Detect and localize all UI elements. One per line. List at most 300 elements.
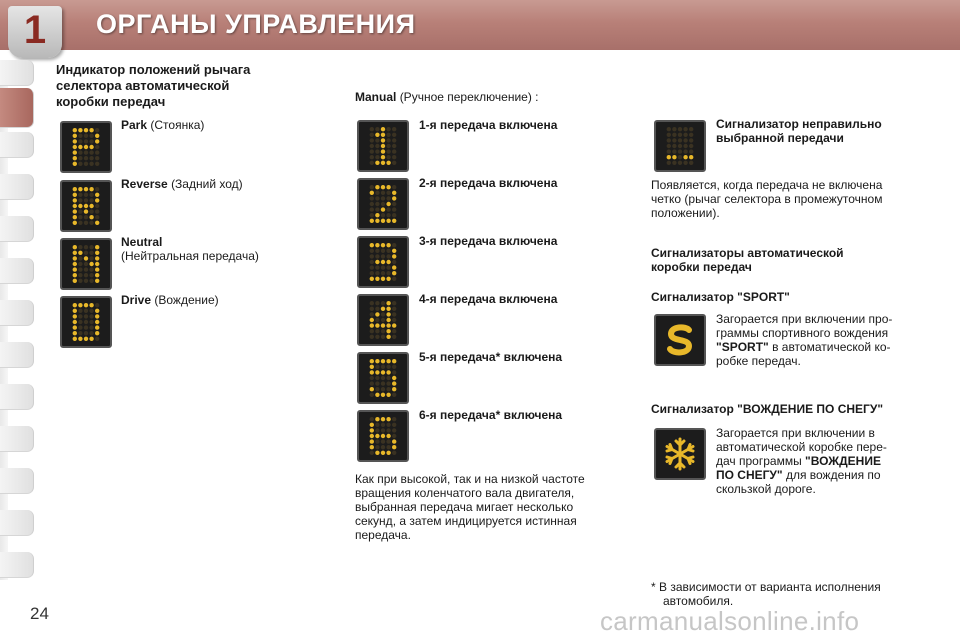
led-dot (95, 209, 99, 213)
led-dot (689, 138, 693, 142)
led-dot (381, 138, 385, 142)
desc-line: Загорается при включении про- (716, 312, 893, 326)
drive-indicator-icon (60, 296, 112, 348)
led-dot (678, 149, 682, 153)
manual-label: Manual (Ручное переключение) : (355, 90, 539, 104)
led-dot (89, 262, 93, 266)
led-dot (672, 161, 676, 165)
led-dot (672, 149, 676, 153)
led-dot (370, 318, 374, 322)
chapter-title: ОРГАНЫ УПРАВЛЕНИЯ (96, 9, 416, 39)
led-dot (89, 245, 93, 249)
led-dot (392, 133, 396, 137)
auto-signals-heading (651, 246, 905, 274)
led-dot (73, 331, 77, 335)
led-dot (84, 187, 88, 191)
neutral-label: Neutral (Нейтральная передача) (121, 235, 259, 263)
led-dot (689, 149, 693, 153)
led-dot (73, 325, 77, 329)
led-dot (678, 127, 682, 131)
led-dot (84, 198, 88, 202)
led-dot (667, 127, 671, 131)
led-dot (78, 303, 82, 307)
led-dot (392, 439, 396, 443)
led-dot (84, 128, 88, 132)
desc-line: ПО СНЕГУ" для вождения по (716, 468, 881, 482)
led-dot (689, 127, 693, 131)
snowflake-icon-glyph (656, 430, 704, 478)
led-dot (84, 221, 88, 225)
led-dot (78, 139, 82, 143)
led-dot (386, 254, 390, 258)
led-dot (89, 221, 93, 225)
side-tab-active[interactable] (0, 88, 34, 128)
led-dot (672, 133, 676, 137)
led-dot (375, 387, 379, 391)
led-dot (683, 155, 687, 159)
led-dot (678, 155, 682, 159)
led-dot (95, 331, 99, 335)
led-dot (370, 271, 374, 275)
desc-line: скользкой дороге. (716, 482, 816, 496)
led-dot (89, 145, 93, 149)
led-dot (95, 314, 99, 318)
led-dot (392, 387, 396, 391)
led-dot (386, 307, 390, 311)
led-dot (370, 191, 374, 195)
led-dot (84, 325, 88, 329)
led-dot (381, 376, 385, 380)
led-dot (78, 215, 82, 219)
led-dot (375, 312, 379, 316)
led-dot (386, 138, 390, 142)
led-dot (375, 301, 379, 305)
led-dot (386, 260, 390, 264)
led-dot (392, 191, 396, 195)
led-dot (78, 256, 82, 260)
led-dot (689, 161, 693, 165)
led-dot (95, 198, 99, 202)
led-dot (672, 155, 676, 159)
side-tab[interactable] (0, 174, 34, 200)
blinking-note (355, 472, 606, 542)
neutral-indicator-icon (60, 238, 112, 290)
led-dot (683, 149, 687, 153)
led-dot (78, 187, 82, 191)
led-dot (375, 451, 379, 455)
led-dot (370, 254, 374, 258)
led-matrix (62, 182, 110, 230)
led-dot (370, 243, 374, 247)
led-dot (370, 323, 374, 327)
led-dot (78, 245, 82, 249)
led-matrix (359, 296, 407, 344)
led-dot (84, 134, 88, 138)
led-dot (375, 161, 379, 165)
led-dot (95, 150, 99, 154)
led-dot (392, 260, 396, 264)
led-matrix (359, 180, 407, 228)
led-dot (672, 127, 676, 131)
led-dot (84, 279, 88, 283)
led-dot (370, 393, 374, 397)
led-dot (392, 393, 396, 397)
led-dot (381, 387, 385, 391)
led-dot (392, 323, 396, 327)
side-tab[interactable] (0, 60, 34, 86)
led-dot (95, 309, 99, 313)
led-dot (672, 144, 676, 148)
led-dot (375, 133, 379, 137)
led-dot (84, 331, 88, 335)
led-dot (392, 318, 396, 322)
led-dot (370, 365, 374, 369)
led-dot (375, 445, 379, 449)
desc-line: робке передач. (716, 354, 801, 368)
led-dot (678, 133, 682, 137)
led-dot (683, 138, 687, 142)
led-dot (386, 219, 390, 223)
led-dot (381, 445, 385, 449)
led-dot (667, 133, 671, 137)
led-dot (678, 138, 682, 142)
led-dot (381, 277, 385, 281)
led-dot (89, 187, 93, 191)
led-dot (375, 393, 379, 397)
led-dot (375, 155, 379, 159)
led-dot (78, 251, 82, 255)
led-dot (84, 145, 88, 149)
led-dot (381, 428, 385, 432)
led-dot (678, 144, 682, 148)
led-dot (381, 155, 385, 159)
led-dot (689, 144, 693, 148)
desc-line: Загорается при включении в (716, 426, 875, 440)
led-matrix (656, 122, 704, 170)
led-dot (381, 249, 385, 253)
led-dot (78, 325, 82, 329)
led-dot (95, 221, 99, 225)
led-dot (370, 213, 374, 217)
led-dot (95, 245, 99, 249)
led-dot (375, 144, 379, 148)
led-dot (667, 144, 671, 148)
led-dot (370, 265, 374, 269)
led-dot (84, 337, 88, 341)
led-dot (375, 318, 379, 322)
led-dot (73, 251, 77, 255)
led-dot (392, 312, 396, 316)
led-dot (392, 329, 396, 333)
led-dot (89, 156, 93, 160)
sport-icon (654, 314, 706, 366)
led-dot (386, 335, 390, 339)
led-dot (73, 150, 77, 154)
led-dot (392, 428, 396, 432)
led-dot (381, 202, 385, 206)
led-dot (78, 273, 82, 277)
led-dot (392, 451, 396, 455)
led-dot (381, 439, 385, 443)
led-dot (381, 329, 385, 333)
gear-6-icon (357, 410, 409, 462)
heading-line: выбранной передачи (716, 131, 844, 145)
led-dot (370, 439, 374, 443)
led-dot (89, 198, 93, 202)
led-dot (386, 445, 390, 449)
led-dot (392, 434, 396, 438)
led-matrix (359, 122, 407, 170)
led-dot (392, 243, 396, 247)
led-dot (95, 325, 99, 329)
led-dot (375, 219, 379, 223)
led-dot (386, 428, 390, 432)
led-dot (392, 376, 396, 380)
led-dot (73, 221, 77, 225)
led-dot (375, 271, 379, 275)
led-dot (683, 144, 687, 148)
led-dot (386, 323, 390, 327)
led-dot (84, 303, 88, 307)
led-dot (375, 254, 379, 258)
led-dot (386, 207, 390, 211)
led-dot (89, 162, 93, 166)
snow-desc (716, 426, 905, 496)
wrong-gear-desc (651, 178, 905, 220)
led-dot (84, 273, 88, 277)
led-dot (386, 271, 390, 275)
led-dot (381, 417, 385, 421)
led-dot (392, 265, 396, 269)
led-dot (84, 156, 88, 160)
led-dot (392, 370, 396, 374)
led-dot (386, 301, 390, 305)
led-dot (386, 277, 390, 281)
led-dot (89, 331, 93, 335)
led-dot (89, 251, 93, 255)
led-dot (375, 365, 379, 369)
led-dot (392, 202, 396, 206)
side-tab[interactable] (0, 132, 34, 158)
led-dot (89, 139, 93, 143)
led-dot (370, 417, 374, 421)
side-tab[interactable] (0, 216, 34, 242)
led-dot (375, 359, 379, 363)
led-dot (386, 144, 390, 148)
led-dot (386, 381, 390, 385)
led-dot (95, 145, 99, 149)
led-dot (375, 149, 379, 153)
led-dot (678, 161, 682, 165)
led-dot (84, 204, 88, 208)
led-dot (84, 245, 88, 249)
led-dot (370, 219, 374, 223)
led-dot (95, 215, 99, 219)
led-dot (89, 320, 93, 324)
led-dot (95, 162, 99, 166)
led-dot (375, 277, 379, 281)
led-dot (95, 128, 99, 132)
led-dot (78, 221, 82, 225)
side-tab[interactable] (0, 468, 34, 494)
led-dot (375, 138, 379, 142)
led-dot (89, 209, 93, 213)
led-dot (386, 202, 390, 206)
led-dot (370, 127, 374, 131)
led-dot (375, 428, 379, 432)
led-dot (392, 423, 396, 427)
gear-4-label: 4-я передача включена (419, 292, 558, 306)
side-tab[interactable] (0, 342, 34, 368)
led-dot (370, 307, 374, 311)
led-dot (89, 150, 93, 154)
side-tab[interactable] (0, 384, 34, 410)
led-dot (95, 273, 99, 277)
led-dot (95, 251, 99, 255)
led-dot (95, 337, 99, 341)
led-dot (73, 145, 77, 149)
led-dot (95, 156, 99, 160)
led-dot (386, 133, 390, 137)
led-dot (95, 256, 99, 260)
side-tab[interactable] (0, 258, 34, 284)
led-dot (386, 155, 390, 159)
led-dot (375, 381, 379, 385)
led-dot (73, 204, 77, 208)
park-indicator-icon (60, 121, 112, 173)
led-dot (375, 265, 379, 269)
side-tab[interactable] (0, 510, 34, 536)
led-dot (381, 161, 385, 165)
led-dot (73, 245, 77, 249)
gear-6-label: 6-я передача* включена (419, 408, 563, 422)
led-dot (78, 150, 82, 154)
led-dot (95, 267, 99, 271)
led-dot (370, 335, 374, 339)
wrong-gear-icon (654, 120, 706, 172)
led-dot (386, 387, 390, 391)
led-dot (78, 204, 82, 208)
led-dot (95, 279, 99, 283)
led-dot (370, 161, 374, 165)
side-tab[interactable] (0, 552, 34, 578)
side-tab[interactable] (0, 300, 34, 326)
led-dot (683, 133, 687, 137)
led-dot (370, 451, 374, 455)
led-dot (84, 209, 88, 213)
led-dot (73, 309, 77, 313)
led-dot (73, 156, 77, 160)
led-dot (375, 423, 379, 427)
drive-label: Drive (Вождение) (121, 293, 219, 307)
led-dot (667, 149, 671, 153)
led-matrix (359, 238, 407, 286)
led-dot (73, 303, 77, 307)
led-dot (370, 249, 374, 253)
led-dot (73, 187, 77, 191)
led-dot (370, 202, 374, 206)
led-dot (89, 314, 93, 318)
led-dot (370, 260, 374, 264)
led-dot (381, 127, 385, 131)
led-dot (73, 267, 77, 271)
led-dot (381, 365, 385, 369)
note-line: секунд, а затем индицируется истинная (355, 514, 577, 528)
led-dot (392, 149, 396, 153)
led-dot (386, 161, 390, 165)
heading-line: Индикатор положений рычага (56, 62, 251, 77)
led-dot (386, 329, 390, 333)
led-dot (386, 149, 390, 153)
led-dot (370, 387, 374, 391)
sport-heading: Сигнализатор "SPORT" (651, 290, 790, 304)
led-dot (386, 127, 390, 131)
led-dot (73, 279, 77, 283)
led-dot (73, 134, 77, 138)
led-dot (392, 127, 396, 131)
led-dot (381, 323, 385, 327)
desc-line: четко (рычаг селектора в промежуточном (651, 192, 883, 206)
reverse-indicator-icon (60, 180, 112, 232)
snow-heading: Сигнализатор "ВОЖДЕНИЕ ПО СНЕГУ" (651, 402, 884, 416)
led-dot (375, 260, 379, 264)
led-dot (375, 329, 379, 333)
led-dot (89, 309, 93, 313)
led-dot (73, 198, 77, 202)
led-dot (370, 155, 374, 159)
led-dot (370, 196, 374, 200)
led-dot (78, 145, 82, 149)
led-dot (89, 193, 93, 197)
led-dot (381, 423, 385, 427)
led-dot (89, 279, 93, 283)
led-dot (370, 370, 374, 374)
gear-3-icon (357, 236, 409, 288)
note-line: вращения коленчатого вала двигателя, (355, 486, 575, 500)
led-dot (381, 271, 385, 275)
led-dot (95, 320, 99, 324)
led-dot (375, 127, 379, 131)
led-dot (89, 337, 93, 341)
led-dot (73, 273, 77, 277)
led-dot (73, 139, 77, 143)
desc-line: положении). (651, 206, 720, 220)
desc-line: "SPORT" в автоматической ко- (716, 340, 891, 354)
led-dot (381, 207, 385, 211)
led-matrix (62, 240, 110, 288)
led-dot (78, 162, 82, 166)
led-dot (375, 335, 379, 339)
led-dot (73, 162, 77, 166)
led-dot (392, 249, 396, 253)
led-dot (370, 376, 374, 380)
led-dot (84, 320, 88, 324)
led-dot (78, 262, 82, 266)
led-dot (78, 128, 82, 132)
led-dot (375, 323, 379, 327)
side-tab[interactable] (0, 426, 34, 452)
led-dot (89, 273, 93, 277)
led-dot (89, 204, 93, 208)
led-dot (370, 359, 374, 363)
led-dot (78, 193, 82, 197)
led-dot (375, 370, 379, 374)
led-dot (89, 215, 93, 219)
led-dot (95, 193, 99, 197)
led-dot (392, 144, 396, 148)
heading-line: коробки передач (651, 260, 752, 274)
led-dot (370, 138, 374, 142)
